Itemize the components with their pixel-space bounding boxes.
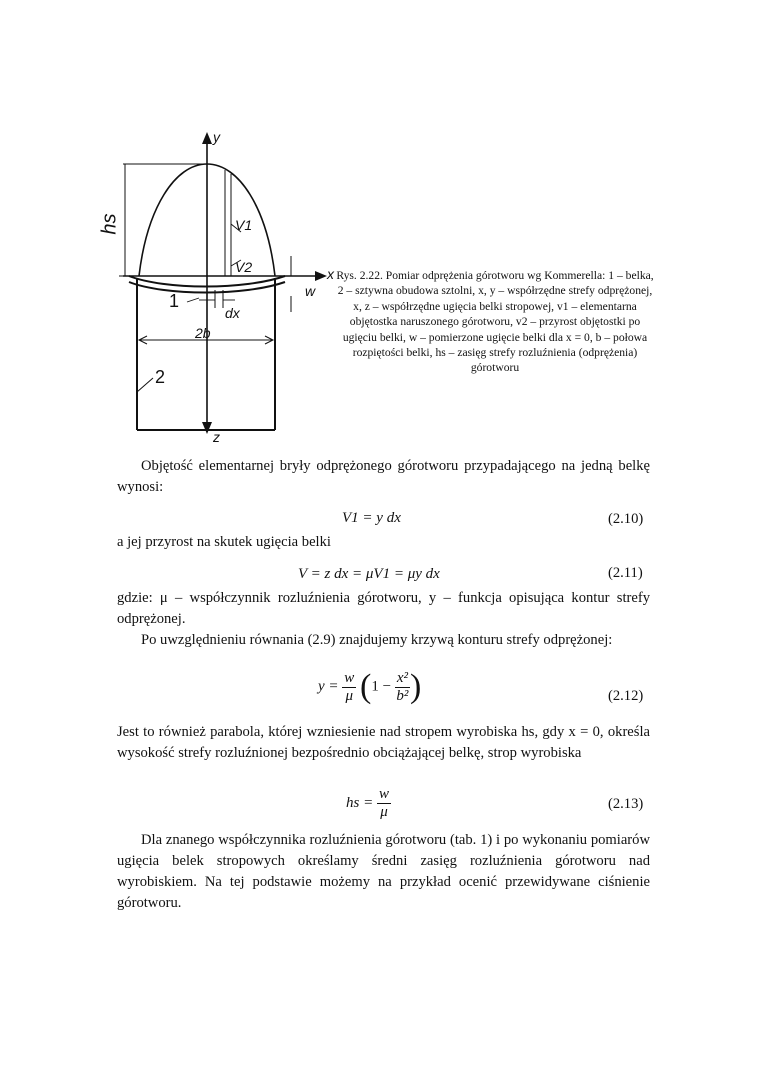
eq-2-13-fraction	[377, 786, 391, 821]
eq-2-12-mu: μ	[345, 687, 354, 704]
eq-2-12-fraction-x2-b2	[395, 670, 410, 705]
paragraph-5: Jest to również parabola, której wzniesienie nad stropem wyrobiska hs, gdy x = 0, określa wysokość strefy rozluźnionej bezpośrednio obciążającej belkę, strop wyrobiska	[117, 724, 650, 761]
equation-number-2-11: (2.11)	[608, 565, 643, 581]
paragraph-4: Po uwzględnieniu równania (2.9) znajdujemy krzywą konturu strefy odprężonej:	[141, 632, 613, 648]
label-hs: hs	[98, 213, 121, 235]
equation-2-13	[346, 786, 391, 821]
paragraph-3: gdzie: μ – współczynnik rozluźnienia górotworu, y – funkcja opisująca kontur strefy odprężonej.	[117, 590, 650, 627]
y-axis-arrow	[202, 132, 212, 144]
label-w: w	[305, 283, 316, 299]
figure-caption: Rys. 2.22. Pomiar odprężenia górotworu wg Kommerella: 1 – belka, 2 – sztywna obudowa sztolni, x, y – współrzędne strefy odprężonej, x, z – współrzędne ugięcia belki stropowej, v1 – elementarna objętostka naruszonego górotworu, v2 – przyrost objętostki po ugięciu belki, w – pomierzone ugięcie belki dla x = 0, b – połowa rozpiętości belki, hs – zasięg strefy rozluźnienia (odprężenia) górotworu	[336, 269, 654, 375]
eq-2-12-x2: x²	[396, 669, 408, 686]
eq-2-12-lhs: y =	[318, 678, 339, 695]
axis-z-label: z	[213, 429, 220, 445]
axis-x-label: x	[327, 266, 334, 282]
eq-2-13-w: w	[378, 786, 389, 802]
eq-2-13-mu: μ	[380, 804, 388, 820]
label-beam-1: 1	[169, 291, 180, 311]
eq-2-13-lhs: hs =	[346, 794, 374, 811]
label-2b: 2b	[195, 325, 211, 341]
z-axis-arrow	[202, 422, 212, 434]
paragraph-2: a jej przyrost na skutek ugięcia belki	[117, 534, 331, 550]
x-axis-arrow	[315, 271, 327, 281]
equation-2-12: y = $\frac{w}{\mu}$ (1 − $\frac{\text{x²}}{\text{b²}}$ )	[318, 668, 422, 705]
label-v1: V1	[235, 217, 253, 233]
label-v2: V2	[235, 259, 253, 275]
equation-2-10: V1 = y dx	[342, 510, 401, 526]
equation-number-2-10: (2.10)	[608, 511, 644, 527]
axis-y-label: y	[213, 129, 220, 145]
equation-number-2-12: (2.12)	[608, 688, 644, 704]
label-support-2: 2	[155, 367, 166, 387]
label-dx: dx	[225, 305, 240, 321]
equation-2-11: V = z dx = μV1 = μy dx	[298, 566, 440, 582]
equation-number-2-13: (2.13)	[608, 796, 644, 812]
eq-2-12-w: w	[344, 669, 355, 686]
paragraph-6: Dla znanego współczynnika rozluźnienia górotworu (tab. 1) i po wykonaniu pomiarów ugięcia belek stropowych określamy średni zasięg rozluźnienia górotworu nad wyrobiskiem. Na tej podstawie możemy na przykład ocenić przewidywane ciśnienie górotworu.	[117, 832, 650, 911]
eq-2-12-one-minus: 1 −	[371, 678, 392, 695]
eq-2-12-b2: b²	[396, 687, 409, 704]
paragraph-1: Objętość elementarnej bryły odprężonego górotworu przypadającego na jedną belkę wynosi:	[117, 458, 650, 495]
figure-kommerell	[95, 130, 345, 450]
eq-2-12-fraction-w-mu	[342, 670, 356, 705]
